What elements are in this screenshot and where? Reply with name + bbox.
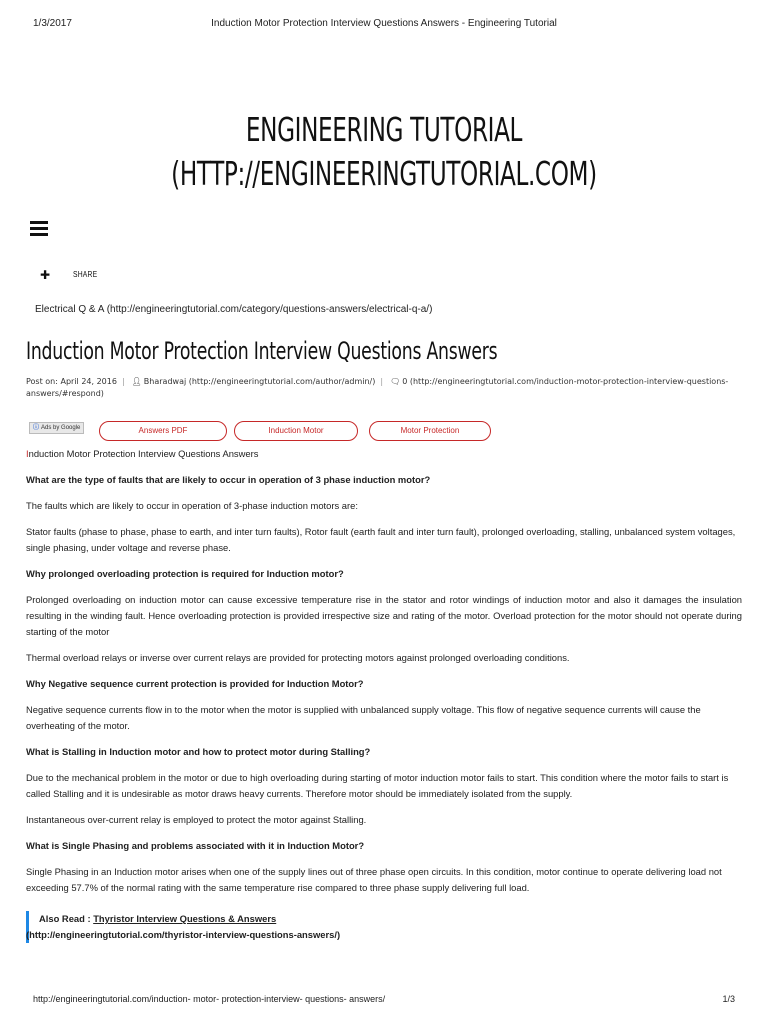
info-icon: ⓘ <box>33 425 40 431</box>
comments-link[interactable]: 0 (http://engineeringtutorial.com/induction-motor-protection-interview-questions-answers/#respond) <box>26 377 729 398</box>
intro-paragraph <box>26 446 742 462</box>
post-date: Post on: April 24, 2016 <box>26 377 117 386</box>
intro-text: nduction Motor Protection Interview Questions Answers <box>28 448 259 459</box>
question-5: What is Single Phasing and problems associated with it in Induction Motor? <box>26 840 365 851</box>
intro-first-letter: I <box>26 448 29 459</box>
share-button[interactable]: SHARE <box>73 270 98 279</box>
print-title: Induction Motor Protection Interview Questions Answers - Engineering Tutorial <box>211 18 557 29</box>
question-3: Why Negative sequence current protection is provided for Induction Motor? <box>26 678 364 689</box>
answer-5: Single Phasing in an Induction motor arises when one of the supply lines out of three phase open circuits. In this condition, motor continue to operate delivering load not exceeding 57.7% of the normal rating with the same temperature rise compared to three phase supply delivering full load. <box>26 866 722 893</box>
also-read-url[interactable]: (http://engineeringtutorial.com/thyristor-interview-questions-answers/) <box>26 929 341 940</box>
also-read-link[interactable]: Thyristor Interview Questions & Answers <box>93 913 277 924</box>
menu-icon[interactable] <box>30 221 48 237</box>
article-body <box>26 446 742 906</box>
breadcrumb[interactable]: Electrical Q & A (http://engineeringtutorial.com/category/questions-answers/electrical-q-a/) <box>35 304 433 315</box>
site-title-line2: (HTTP://ENGINEERINGTUTORIAL.COM) <box>171 154 597 193</box>
author-link[interactable]: Bharadwaj (http://engineeringtutorial.com/author/admin/) <box>143 377 376 386</box>
page-number: 1/3 <box>722 994 735 1004</box>
ad-link-motor-protection[interactable]: Motor Protection <box>369 421 491 441</box>
answer-2-paragraph-2: Thermal overload relays or inverse over current relays are provided for protecting motors against prolonged overloading conditions. <box>26 652 570 663</box>
print-url: http://engineeringtutorial.com/induction- motor- protection-interview- questions- answers/ <box>33 994 386 1004</box>
ads-badge[interactable] <box>29 422 84 434</box>
comment-icon: 🗨︎ <box>390 377 401 386</box>
site-title[interactable] <box>84 108 683 196</box>
answer-1-paragraph-1: The faults which are likely to occur in operation of 3-phase induction motors are: <box>26 500 358 511</box>
question-4: What is Stalling in Induction motor and how to protect motor during Stalling? <box>26 746 371 757</box>
also-read-box <box>26 911 739 943</box>
user-icon: 👤︎ <box>131 377 142 386</box>
page-title: Induction Motor Protection Interview Questions Answers <box>26 337 498 365</box>
site-title-line1: ENGINEERING TUTORIAL <box>245 110 523 149</box>
question-2: Why prolonged overloading protection is required for Induction motor? <box>26 568 344 579</box>
print-header <box>33 18 735 32</box>
answer-2-paragraph-1: Prolonged overloading on induction motor can cause excessive temperature rise in the stator and rotor windings of induction motor and also it damages the insulation resulting in the winding fault. Hence overloading protection is provided irrespective size and rating of the motor. Overload protection for the motor should not operate during starting of the motor <box>26 594 742 637</box>
print-date: 1/3/2017 <box>33 18 72 29</box>
question-1: What are the type of faults that are likely to occur in operation of 3 phase induction motor? <box>26 474 431 485</box>
ads-badge-label: Ads by Google <box>41 425 81 431</box>
answer-4-paragraph-1: Due to the mechanical problem in the motor or due to high overloading during starting of motor induction motor fails to start. This condition where the motor fails to start is called Stalling and it is undesirable as motor draws heavy currents. Therefore motor should be immediately isolated from the supply. <box>26 772 729 799</box>
plus-icon: ✚ <box>40 268 51 282</box>
answer-3: Negative sequence currents flow in to the motor when the motor is supplied with unbalanced supply voltage. This flow of negative sequence currents will cause the overheating of the motor. <box>26 704 701 731</box>
post-meta: Post on: April 24, 2016 | 👤︎ Bharadwaj (http://engineeringtutorial.com/author/admin/) | 🗨︎ 0 (http://engineeringtutorial.com/induction-motor-protection-interview-questions-answers/#respond) <box>26 377 729 398</box>
also-read-label: Also Read : <box>39 913 91 924</box>
ad-link-answers-pdf[interactable]: Answers PDF <box>99 421 227 441</box>
answer-4-paragraph-2: Instantaneous over-current relay is employed to protect the motor against Stalling. <box>26 814 367 825</box>
ad-link-induction-motor[interactable]: Induction Motor <box>234 421 358 441</box>
answer-1-paragraph-2: Stator faults (phase to phase, phase to earth, and inter turn faults), Rotor fault (earth fault and inter turn fault), prolonged overloading, stalling, unbalanced system voltages, single phasing, under voltage and reverse phase. <box>26 526 736 553</box>
